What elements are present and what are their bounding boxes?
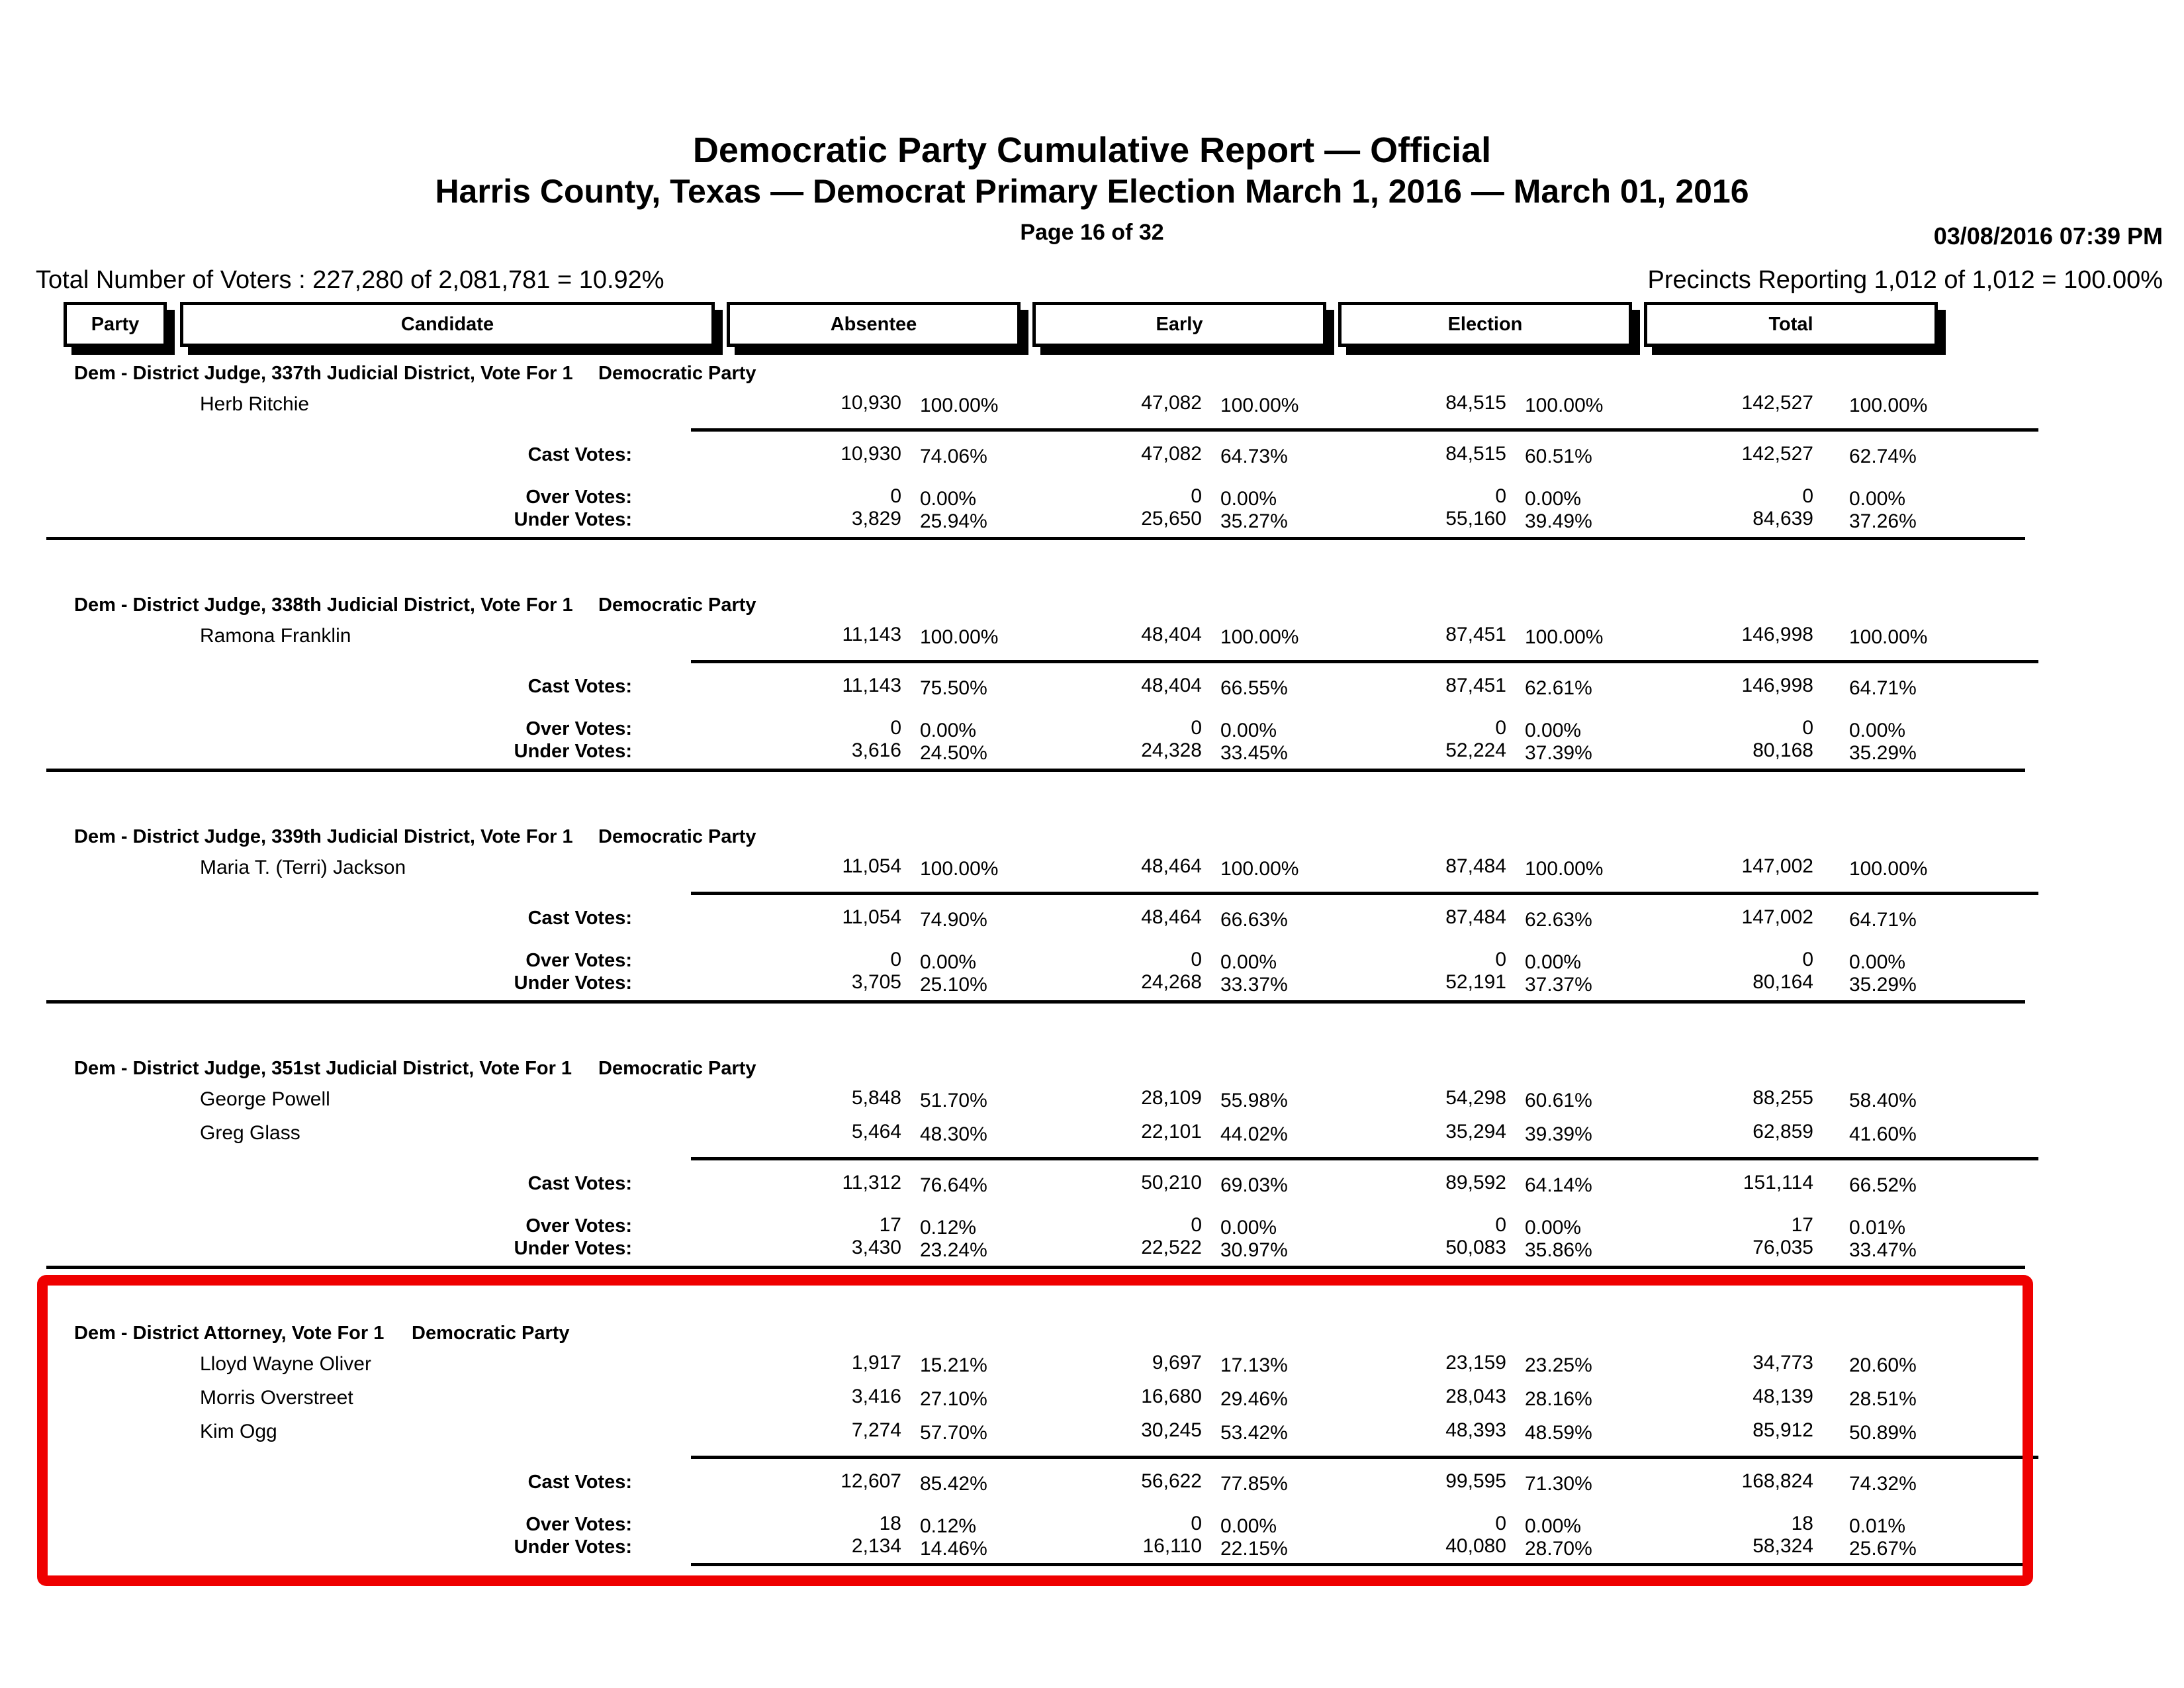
- candidate-percent: 28.51%: [1849, 1388, 1917, 1410]
- column-header-candidate: Candidate: [180, 302, 715, 347]
- column-header-absentee: Absentee: [727, 302, 1021, 347]
- race-party: Democratic Party: [598, 594, 756, 616]
- under-votes-percent: 35.86%: [1525, 1239, 1592, 1261]
- over-votes-value: 0: [1495, 717, 1506, 739]
- cast-votes-value: 99,595: [1445, 1470, 1506, 1492]
- under-votes-value: 25,650: [1141, 508, 1202, 530]
- under-votes-value: 55,160: [1445, 508, 1506, 530]
- totals-rule: [691, 1157, 2038, 1160]
- report-subtitle: Harris County, Texas — Democrat Primary Election March 1, 2016 — March 01, 2016: [435, 173, 1749, 210]
- candidate-value: 47,082: [1141, 392, 1202, 414]
- over-votes-percent: 0.00%: [920, 951, 977, 973]
- candidate-percent: 58.40%: [1849, 1090, 1917, 1111]
- over-votes-percent: 0.12%: [920, 1217, 977, 1239]
- candidate-percent: 100.00%: [1849, 626, 1928, 648]
- cast-votes-value: 147,002: [1741, 906, 1813, 928]
- over-votes-percent: 0.00%: [920, 720, 977, 741]
- cast-votes-value: 168,824: [1741, 1470, 1813, 1492]
- cast-votes-percent: 85.42%: [920, 1473, 987, 1495]
- cast-votes-percent: 60.51%: [1525, 445, 1592, 467]
- over-votes-percent: 0.01%: [1849, 1515, 1906, 1537]
- under-votes-label: Under Votes:: [514, 741, 632, 762]
- cast-votes-percent: 62.61%: [1525, 677, 1592, 699]
- under-votes-percent: 37.37%: [1525, 974, 1592, 996]
- candidate-value: 28,109: [1141, 1087, 1202, 1109]
- cast-votes-value: 56,622: [1141, 1470, 1202, 1492]
- candidate-name: Kim Ogg: [200, 1421, 277, 1442]
- cast-votes-percent: 77.85%: [1220, 1473, 1288, 1495]
- cast-votes-label: Cast Votes:: [527, 676, 632, 697]
- cast-votes-value: 11,143: [842, 675, 901, 696]
- candidate-value: 11,054: [842, 855, 901, 877]
- cast-votes-label: Cast Votes:: [527, 908, 632, 929]
- candidate-percent: 51.70%: [920, 1090, 987, 1111]
- under-votes-value: 84,639: [1752, 508, 1813, 530]
- candidate-name: Maria T. (Terri) Jackson: [200, 857, 406, 878]
- under-votes-percent: 24.50%: [920, 742, 987, 764]
- cast-votes-value: 48,404: [1141, 675, 1202, 696]
- over-votes-percent: 0.00%: [1525, 951, 1582, 973]
- candidate-name: George Powell: [200, 1088, 330, 1110]
- column-header-early: Early: [1032, 302, 1326, 347]
- candidate-percent: 50.89%: [1849, 1422, 1917, 1444]
- race-separator: [46, 1266, 2025, 1269]
- candidate-percent: 100.00%: [1525, 626, 1604, 648]
- candidate-name: Ramona Franklin: [200, 625, 351, 647]
- under-votes-percent: 35.27%: [1220, 510, 1288, 532]
- candidate-value: 5,848: [851, 1087, 901, 1109]
- under-votes-value: 22,522: [1141, 1237, 1202, 1258]
- candidate-value: 23,159: [1445, 1352, 1506, 1374]
- cast-votes-percent: 62.63%: [1525, 909, 1592, 931]
- under-votes-value: 2,134: [851, 1535, 901, 1557]
- candidate-name: Herb Ritchie: [200, 393, 310, 415]
- page-number: Page 16 of 32: [1020, 220, 1164, 245]
- race-party: Democratic Party: [598, 363, 756, 384]
- cast-votes-percent: 75.50%: [920, 677, 987, 699]
- under-votes-percent: 14.46%: [920, 1538, 987, 1560]
- cast-votes-percent: 64.71%: [1849, 909, 1917, 931]
- over-votes-percent: 0.00%: [1849, 951, 1906, 973]
- over-votes-label: Over Votes:: [525, 487, 632, 508]
- candidate-value: 30,245: [1141, 1419, 1202, 1441]
- under-votes-label: Under Votes:: [514, 1238, 632, 1259]
- over-votes-percent: 0.00%: [1525, 488, 1582, 510]
- under-votes-value: 24,268: [1141, 971, 1202, 993]
- over-votes-value: 0: [1495, 485, 1506, 507]
- cast-votes-percent: 74.06%: [920, 445, 987, 467]
- report-timestamp: 03/08/2016 07:39 PM: [1933, 222, 2163, 250]
- under-votes-value: 3,430: [851, 1237, 901, 1258]
- column-header-party: Party: [64, 302, 167, 347]
- candidate-name: Greg Glass: [200, 1122, 300, 1144]
- under-votes-percent: 30.97%: [1220, 1239, 1288, 1261]
- under-votes-value: 16,110: [1142, 1535, 1202, 1557]
- cast-votes-percent: 66.52%: [1849, 1174, 1917, 1196]
- under-votes-label: Under Votes:: [514, 1536, 632, 1558]
- report-title: Democratic Party Cumulative Report — Official: [692, 130, 1492, 170]
- candidate-percent: 29.46%: [1220, 1388, 1288, 1410]
- under-votes-value: 24,328: [1141, 739, 1202, 761]
- under-votes-value: 40,080: [1445, 1535, 1506, 1557]
- under-votes-percent: 33.45%: [1220, 742, 1288, 764]
- over-votes-percent: 0.00%: [1849, 720, 1906, 741]
- total-voters: Total Number of Voters : 227,280 of 2,081,781 = 10.92%: [36, 266, 664, 294]
- cast-votes-value: 10,930: [841, 443, 901, 465]
- race-title: Dem - District Attorney, Vote For 1: [74, 1323, 385, 1344]
- over-votes-value: 18: [879, 1513, 901, 1534]
- over-votes-label: Over Votes:: [525, 1514, 632, 1535]
- cast-votes-percent: 64.73%: [1220, 445, 1288, 467]
- cast-votes-percent: 76.64%: [920, 1174, 987, 1196]
- cast-votes-value: 151,114: [1743, 1172, 1813, 1194]
- under-votes-percent: 25.67%: [1849, 1538, 1917, 1560]
- over-votes-value: 17: [879, 1214, 901, 1236]
- over-votes-value: 0: [890, 949, 901, 970]
- candidate-value: 35,294: [1445, 1121, 1506, 1143]
- over-votes-value: 0: [1495, 1513, 1506, 1534]
- candidate-percent: 20.60%: [1849, 1354, 1917, 1376]
- over-votes-value: 0: [890, 717, 901, 739]
- totals-rule: [691, 660, 2038, 663]
- under-votes-percent: 23.24%: [920, 1239, 987, 1261]
- candidate-percent: 57.70%: [920, 1422, 987, 1444]
- candidate-percent: 28.16%: [1525, 1388, 1592, 1410]
- cast-votes-value: 142,527: [1741, 443, 1813, 465]
- over-votes-value: 0: [1191, 1214, 1202, 1236]
- cast-votes-percent: 74.90%: [920, 909, 987, 931]
- under-votes-value: 3,829: [851, 508, 901, 530]
- over-votes-percent: 0.01%: [1849, 1217, 1906, 1239]
- over-votes-value: 0: [1191, 485, 1202, 507]
- candidate-percent: 100.00%: [920, 395, 999, 416]
- under-votes-label: Under Votes:: [514, 509, 632, 530]
- candidate-percent: 23.25%: [1525, 1354, 1592, 1376]
- over-votes-percent: 0.00%: [1220, 1515, 1277, 1537]
- candidate-percent: 60.61%: [1525, 1090, 1592, 1111]
- over-votes-value: 0: [1802, 717, 1813, 739]
- candidate-value: 84,515: [1445, 392, 1506, 414]
- cast-votes-value: 84,515: [1445, 443, 1506, 465]
- cast-votes-label: Cast Votes:: [527, 1173, 632, 1194]
- over-votes-label: Over Votes:: [525, 1215, 632, 1237]
- cast-votes-label: Cast Votes:: [527, 1472, 632, 1493]
- candidate-value: 48,393: [1445, 1419, 1506, 1441]
- totals-rule: [691, 428, 2038, 432]
- candidate-value: 22,101: [1141, 1121, 1202, 1143]
- cast-votes-percent: 71.30%: [1525, 1473, 1592, 1495]
- over-votes-percent: 0.00%: [1525, 1217, 1582, 1239]
- under-votes-value: 52,224: [1445, 739, 1506, 761]
- race-party: Democratic Party: [412, 1323, 570, 1344]
- candidate-value: 48,464: [1141, 855, 1202, 877]
- over-votes-value: 0: [1495, 949, 1506, 970]
- race-separator: [46, 769, 2025, 772]
- candidate-value: 16,680: [1141, 1385, 1202, 1407]
- race-title: Dem - District Judge, 351st Judicial District, Vote For 1: [74, 1058, 572, 1079]
- candidate-value: 34,773: [1752, 1352, 1813, 1374]
- under-votes-percent: 22.15%: [1220, 1538, 1288, 1560]
- cast-votes-value: 87,484: [1445, 906, 1506, 928]
- under-votes-value: 52,191: [1445, 971, 1506, 993]
- cast-votes-value: 11,054: [842, 906, 901, 928]
- candidate-value: 54,298: [1445, 1087, 1506, 1109]
- under-votes-percent: 25.10%: [920, 974, 987, 996]
- over-votes-percent: 0.00%: [1849, 488, 1906, 510]
- candidate-value: 146,998: [1741, 624, 1813, 645]
- over-votes-value: 0: [1191, 1513, 1202, 1534]
- over-votes-label: Over Votes:: [525, 718, 632, 739]
- under-votes-percent: 35.29%: [1849, 974, 1917, 996]
- under-votes-percent: 25.94%: [920, 510, 987, 532]
- cast-votes-value: 87,451: [1445, 675, 1506, 696]
- candidate-percent: 100.00%: [1849, 858, 1928, 880]
- candidate-value: 62,859: [1752, 1121, 1813, 1143]
- candidate-value: 85,912: [1752, 1419, 1813, 1441]
- column-header-election: Election: [1338, 302, 1632, 347]
- cast-votes-value: 146,998: [1741, 675, 1813, 696]
- under-votes-value: 76,035: [1752, 1237, 1813, 1258]
- candidate-percent: 41.60%: [1849, 1123, 1917, 1145]
- candidate-percent: 55.98%: [1220, 1090, 1288, 1111]
- candidate-value: 147,002: [1741, 855, 1813, 877]
- candidate-percent: 100.00%: [920, 626, 999, 648]
- over-votes-value: 0: [1802, 485, 1813, 507]
- under-votes-percent: 28.70%: [1525, 1538, 1592, 1560]
- candidate-percent: 27.10%: [920, 1388, 987, 1410]
- under-votes-label: Under Votes:: [514, 972, 632, 994]
- cast-votes-value: 48,464: [1141, 906, 1202, 928]
- cast-votes-value: 50,210: [1141, 1172, 1202, 1194]
- cast-votes-percent: 64.71%: [1849, 677, 1917, 699]
- under-votes-percent: 33.37%: [1220, 974, 1288, 996]
- cast-votes-label: Cast Votes:: [527, 444, 632, 465]
- over-votes-value: 17: [1791, 1214, 1813, 1236]
- over-votes-value: 0: [1191, 717, 1202, 739]
- over-votes-percent: 0.00%: [1220, 951, 1277, 973]
- cast-votes-percent: 69.03%: [1220, 1174, 1288, 1196]
- race-title: Dem - District Judge, 337th Judicial District, Vote For 1: [74, 363, 573, 384]
- candidate-value: 87,484: [1445, 855, 1506, 877]
- column-header-total: Total: [1644, 302, 1938, 347]
- candidate-name: Lloyd Wayne Oliver: [200, 1353, 371, 1375]
- over-votes-percent: 0.00%: [1525, 720, 1582, 741]
- race-separator: [46, 537, 2025, 540]
- over-votes-percent: 0.00%: [1220, 720, 1277, 741]
- candidate-value: 9,697: [1152, 1352, 1202, 1374]
- candidate-percent: 39.39%: [1525, 1123, 1592, 1145]
- over-votes-percent: 0.00%: [920, 488, 977, 510]
- candidate-value: 10,930: [841, 392, 901, 414]
- candidate-value: 7,274: [851, 1419, 901, 1441]
- over-votes-value: 0: [890, 485, 901, 507]
- candidate-value: 5,464: [851, 1121, 901, 1143]
- over-votes-percent: 0.00%: [1525, 1515, 1582, 1537]
- candidate-percent: 100.00%: [1525, 395, 1604, 416]
- under-votes-value: 3,616: [851, 739, 901, 761]
- candidate-value: 142,527: [1741, 392, 1813, 414]
- candidate-percent: 15.21%: [920, 1354, 987, 1376]
- under-votes-value: 50,083: [1445, 1237, 1506, 1258]
- cast-votes-percent: 62.74%: [1849, 445, 1917, 467]
- candidate-value: 87,451: [1445, 624, 1506, 645]
- over-votes-value: 0: [1191, 949, 1202, 970]
- over-votes-value: 18: [1791, 1513, 1813, 1534]
- totals-rule: [691, 892, 2038, 895]
- candidate-percent: 100.00%: [1849, 395, 1928, 416]
- candidate-value: 48,404: [1141, 624, 1202, 645]
- under-votes-percent: 35.29%: [1849, 742, 1917, 764]
- under-votes-value: 58,324: [1752, 1535, 1813, 1557]
- under-votes-percent: 39.49%: [1525, 510, 1592, 532]
- candidate-percent: 53.42%: [1220, 1422, 1288, 1444]
- candidate-percent: 100.00%: [1220, 858, 1299, 880]
- cast-votes-value: 11,312: [842, 1172, 901, 1194]
- over-votes-value: 0: [1802, 949, 1813, 970]
- over-votes-percent: 0.12%: [920, 1515, 977, 1537]
- race-title: Dem - District Judge, 338th Judicial District, Vote For 1: [74, 594, 573, 616]
- candidate-percent: 48.30%: [920, 1123, 987, 1145]
- cast-votes-percent: 66.63%: [1220, 909, 1288, 931]
- under-votes-value: 80,168: [1752, 739, 1813, 761]
- under-votes-percent: 33.47%: [1849, 1239, 1917, 1261]
- candidate-name: Morris Overstreet: [200, 1387, 353, 1409]
- precincts-reporting: Precincts Reporting 1,012 of 1,012 = 100.00%: [1647, 266, 2163, 294]
- candidate-value: 3,416: [851, 1385, 901, 1407]
- cast-votes-percent: 74.32%: [1849, 1473, 1917, 1495]
- under-votes-percent: 37.39%: [1525, 742, 1592, 764]
- race-separator: [46, 1000, 2025, 1004]
- over-votes-percent: 0.00%: [1220, 1217, 1277, 1239]
- cast-votes-value: 89,592: [1445, 1172, 1506, 1194]
- candidate-percent: 100.00%: [1525, 858, 1604, 880]
- candidate-percent: 100.00%: [920, 858, 999, 880]
- under-votes-percent: 37.26%: [1849, 510, 1917, 532]
- candidate-percent: 100.00%: [1220, 395, 1299, 416]
- race-party: Democratic Party: [598, 1058, 756, 1079]
- candidate-value: 11,143: [842, 624, 901, 645]
- candidate-percent: 48.59%: [1525, 1422, 1592, 1444]
- race-title: Dem - District Judge, 339th Judicial District, Vote For 1: [74, 826, 573, 847]
- race-party: Democratic Party: [598, 826, 756, 847]
- candidate-percent: 44.02%: [1220, 1123, 1288, 1145]
- cast-votes-value: 12,607: [841, 1470, 901, 1492]
- candidate-value: 28,043: [1445, 1385, 1506, 1407]
- over-votes-percent: 0.00%: [1220, 488, 1277, 510]
- over-votes-label: Over Votes:: [525, 950, 632, 971]
- cast-votes-percent: 66.55%: [1220, 677, 1288, 699]
- candidate-value: 48,139: [1752, 1385, 1813, 1407]
- under-votes-value: 3,705: [851, 971, 901, 993]
- candidate-percent: 100.00%: [1220, 626, 1299, 648]
- candidate-value: 88,255: [1752, 1087, 1813, 1109]
- over-votes-value: 0: [1495, 1214, 1506, 1236]
- highlight-box: [37, 1275, 2033, 1586]
- candidate-percent: 17.13%: [1220, 1354, 1288, 1376]
- cast-votes-percent: 64.14%: [1525, 1174, 1592, 1196]
- cast-votes-value: 47,082: [1141, 443, 1202, 465]
- candidate-value: 1,917: [851, 1352, 901, 1374]
- under-votes-value: 80,164: [1752, 971, 1813, 993]
